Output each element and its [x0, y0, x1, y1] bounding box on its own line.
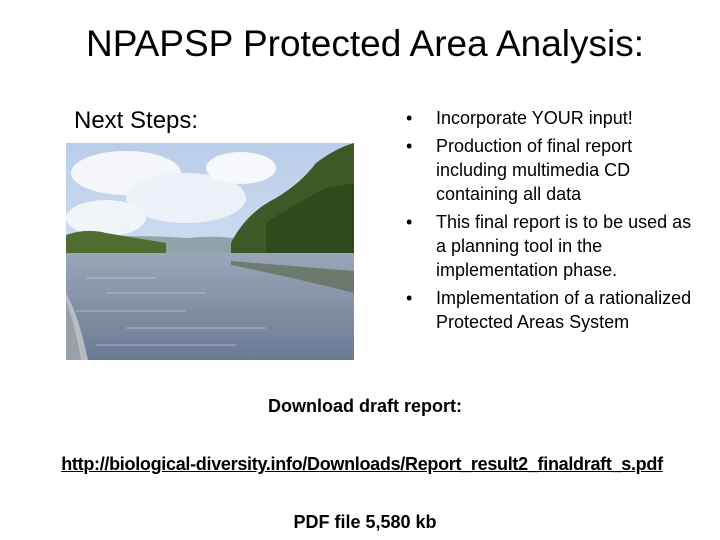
download-label: Download draft report:: [268, 396, 462, 416]
section-heading: Next Steps:: [74, 107, 199, 134]
list-item: [406, 210, 706, 282]
list-item: [406, 134, 706, 206]
river-photo: [66, 143, 354, 360]
bullet-text: Production of final report including multimedia CD containing all data: [436, 136, 633, 204]
file-info: PDF file 5,580 kb: [293, 512, 437, 532]
bullet-icon: •: [406, 212, 413, 232]
next-steps-list: [406, 106, 706, 338]
river-landscape-image: [66, 143, 354, 360]
bullet-text: This final report is to be used as a planning tool in the implementation phase.: [436, 212, 692, 280]
slide-title: NPAPSP Protected Area Analysis:: [85, 23, 645, 64]
list-item: [406, 286, 706, 334]
download-report-link[interactable]: http://biological-diversity.info/Downloads/Report_result2_finaldraft_s.pdf: [61, 454, 663, 474]
bullet-text: Implementation of a rationalized Protected Areas System: [436, 288, 692, 332]
list-item: [406, 106, 706, 130]
bullet-icon: •: [406, 108, 413, 128]
bullet-text: Incorporate YOUR input!: [436, 108, 633, 128]
bullet-icon: •: [406, 136, 413, 156]
bullet-icon: •: [406, 288, 413, 308]
